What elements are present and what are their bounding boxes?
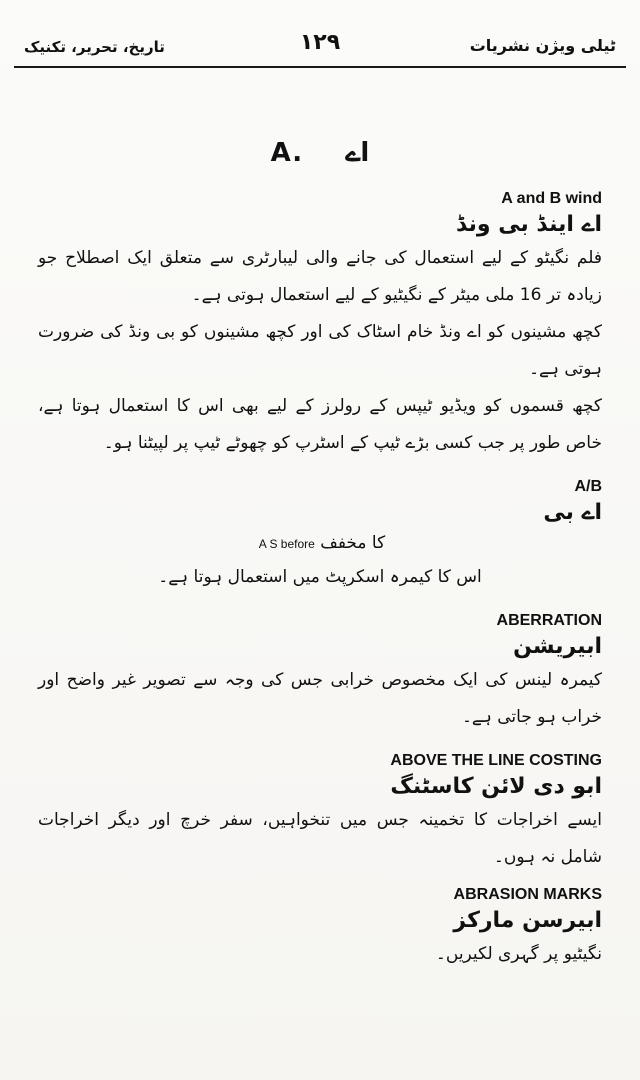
entry-urdu-term: اے اینڈ بی ونڈ	[455, 212, 602, 237]
entry-definition: کیمرہ لینس کی ایک مخصوص خرابی جس کی وجہ سے تصویر غیر واضح اور خراب ہو جاتی ہے۔	[38, 670, 602, 727]
header-subtitle: تاریخ، تحریر، تکنیک	[24, 38, 165, 56]
entry-urdu-term: ابیرسن مارکز	[453, 908, 602, 933]
entry-definition: اس کا کیمرہ اسکرپٹ میں استعمال ہوتا ہے۔	[158, 567, 482, 587]
entry-aberration	[38, 610, 602, 736]
page-header	[14, 30, 626, 68]
entry-above-the-line-costing	[38, 750, 602, 876]
entry-urdu-term: اے بی	[543, 500, 602, 525]
entry-english-term: ABRASION MARKS	[453, 886, 602, 903]
section-latin: A.	[270, 138, 304, 168]
entry-urdu-term: ابو دی لائن کاسٹنگ	[390, 774, 602, 799]
entry-english-term: A and B wind	[501, 190, 602, 207]
section-heading	[0, 138, 640, 168]
section-urdu: اے	[345, 138, 370, 168]
entry-english-term: ABOVE THE LINE COSTING	[390, 752, 602, 769]
entry-abbreviation	[38, 528, 602, 559]
entry-definition: ایسے اخراجات کا تخمینہ جس میں تنخواہیں، سفر خرچ اور دیگر اخراجات شامل نہ ہوں۔	[38, 810, 602, 867]
header-book-title: ٹیلی ویژن نشریات	[469, 36, 616, 55]
abbreviation-urdu: کا مخفف	[320, 533, 386, 553]
entry-definition: کچھ قسموں کو ویڈیو ٹیپس کے رولرز کے لیے بھی اس کا استعمال ہوتا ہے، خاص طور پر جب کسی بڑے ٹیپ کے اسٹرپ کو چھوٹے ٹیپ پر لپیٹنا ہو۔	[38, 396, 602, 453]
abbreviation-english: A S before	[258, 537, 315, 551]
dictionary-entries	[38, 188, 602, 973]
entry-definition: نگیٹیو پر گہری لکیریں۔	[435, 944, 602, 964]
entry-a-b	[38, 476, 602, 596]
page-number: ۱۲۹	[299, 30, 341, 55]
entry-urdu-term: ابیریشن	[513, 634, 602, 659]
entry-definition: فلم نگیٹو کے لیے استعمال کی جانے والی لیبارٹری سے متعلق ایک اصطلاح جو زیادہ تر 16 ملی میٹر کے نگیٹیو کے لیے استعمال ہوتی ہے۔	[38, 248, 602, 305]
entry-abrasion-marks	[38, 884, 602, 973]
entry-a-and-b-wind	[38, 188, 602, 462]
entry-english-term: A/B	[574, 478, 602, 495]
entry-english-term: ABERRATION	[496, 612, 602, 629]
entry-definition: کچھ مشینوں کو اے ونڈ خام اسٹاک کی اور کچھ مشینوں کو بی ونڈ کی ضرورت ہوتی ہے۔	[38, 322, 602, 379]
